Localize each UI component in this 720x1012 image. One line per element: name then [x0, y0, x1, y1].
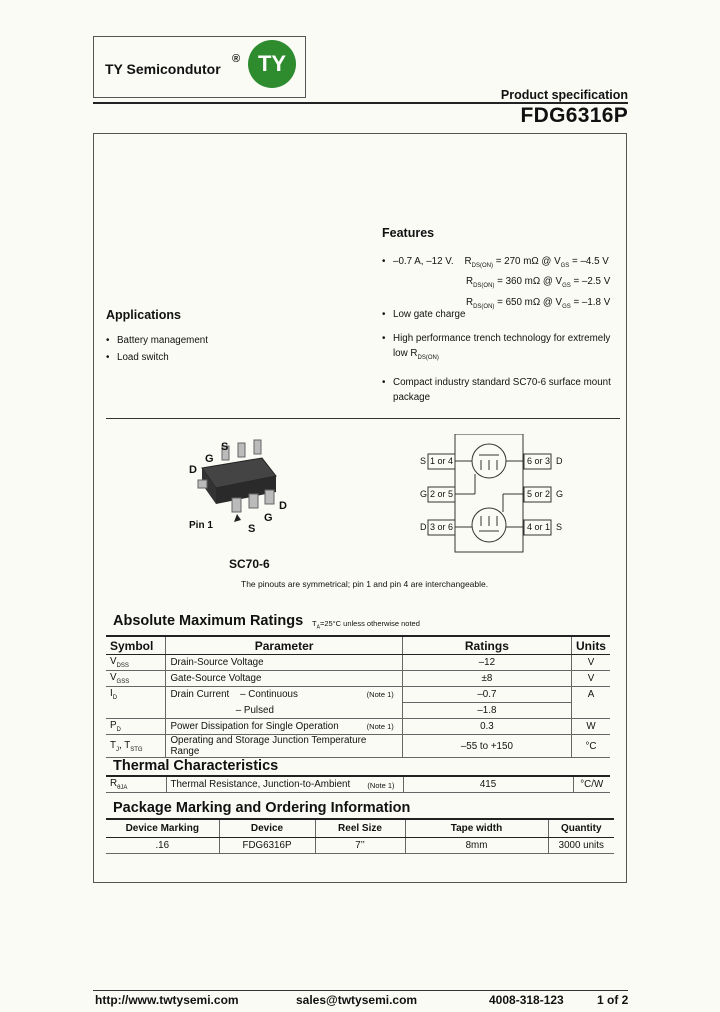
features-list: [382, 307, 618, 405]
company-name: TY Semicondutor: [105, 61, 221, 77]
table-row: $V_{DSS}$ Drain-Source Voltage –12 V: [106, 655, 610, 671]
table-row: – Pulsed –1.8: [106, 703, 610, 719]
pinout-note: The pinouts are symmetrical; pin 1 and pin 4 are interchangeable.: [241, 579, 489, 589]
footer-rule: [93, 990, 628, 991]
amr-header: Parameter: [166, 636, 402, 655]
amr-header: Symbol: [106, 636, 166, 655]
schem-left-pin: 2 or 5: [430, 489, 454, 499]
ty-logo: TY: [248, 40, 296, 88]
registered-mark: ®: [232, 53, 241, 65]
features-title: Features: [382, 226, 435, 240]
schem-right-name: D: [556, 456, 563, 466]
ordering-header: Quantity: [548, 819, 614, 838]
pin-label-d-top: D: [189, 464, 197, 476]
package-name: SC70-6: [229, 557, 270, 571]
features-spec: • –0.7 A, –12 V. $R_{DS(ON)} = 270$ mΩ @ $V_{GS} = -4.5$ V $R_{DS(ON)} = 360$ mΩ @ $V_{GS} = -2.5$ V $R_{DS(ON)} = 650$ mΩ @ $V_{GS} = -1.8$ V: [382, 256, 611, 310]
schem-right-name: S: [556, 522, 563, 532]
table-row: $R_{\theta JA}$ Thermal Resistance, Junction-to-Ambient (Note 1) 415 °C/W: [106, 776, 610, 793]
schem-left-pin: 3 or 6: [430, 522, 454, 532]
schem-left-name: D: [420, 522, 427, 532]
ordering-header: Tape width: [405, 819, 548, 838]
feature-item: • High performance trench technology for extremely low $R_{DS(ON)}$: [382, 331, 618, 366]
feature-item: • Compact industry standard SC70-6 surface mount package: [382, 375, 618, 405]
schem-right-pin: 6 or 3: [527, 456, 551, 466]
amr-condition: $T_A=25^\circ C$ unless otherwise noted: [312, 619, 420, 631]
table-row: $V_{GSS}$ Gate-Source Voltage ±8 V: [106, 671, 610, 687]
footer-phone: 4008-318-123: [489, 993, 564, 1007]
footer-url[interactable]: http://www.twtysemi.com: [95, 993, 239, 1007]
amr-title: Absolute Maximum Ratings: [113, 613, 304, 629]
applications-list: [106, 332, 286, 366]
section-divider: [106, 418, 620, 419]
feature-item: • Low gate charge: [382, 307, 618, 322]
ordering-header: Device: [219, 819, 315, 838]
schem-right-pin: 5 or 2: [527, 489, 551, 499]
footer-email[interactable]: sales@twtysemi.com: [296, 993, 418, 1007]
table-row: $I_D$ Drain Current – Continuous (Note 1) –0.7 A: [106, 687, 610, 703]
application-item: • Battery management: [106, 332, 286, 349]
pin-label-s-top: S: [221, 441, 229, 453]
pin-label-d-bottom: D: [279, 500, 287, 512]
schem-right-name: G: [556, 489, 564, 499]
applications-title: Applications: [106, 308, 182, 322]
table-row: .16 FDG6316P 7’’ 8mm 3000 units: [106, 838, 614, 854]
amr-header: Units: [571, 636, 610, 655]
thermal-title: Thermal Characteristics: [113, 758, 279, 774]
schem-left-name: G: [420, 489, 428, 499]
pin-label-g-bottom: G: [264, 512, 273, 524]
amr-table: [106, 635, 610, 758]
schem-left-name: S: [420, 456, 427, 466]
ordering-title: Package Marking and Ordering Information: [113, 800, 411, 816]
ordering-header: Reel Size: [315, 819, 405, 838]
pin-label-g-top: G: [205, 453, 214, 465]
ordering-header: Device Marking: [106, 819, 219, 838]
thermal-table: [106, 775, 610, 793]
part-number: FDG6316P: [520, 104, 628, 127]
pin-label-s-bottom: S: [248, 523, 256, 535]
schem-right-pin: 4 or 1: [527, 522, 551, 532]
table-row: $T_J$, $T_{STG}$ Operating and Storage Junction Temperature Range –55 to +150 °C: [106, 735, 610, 758]
footer-page: 1 of 2: [597, 993, 629, 1007]
schem-left-pin: 1 or 4: [430, 456, 454, 466]
doc-type: Product specification: [500, 88, 628, 102]
ordering-table: [106, 818, 614, 854]
pin1-label: Pin 1: [189, 520, 213, 531]
amr-header: Ratings: [402, 636, 571, 655]
application-item: • Load switch: [106, 349, 286, 366]
table-row: $P_D$ Power Dissipation for Single Operation (Note 1) 0.3 W: [106, 719, 610, 735]
